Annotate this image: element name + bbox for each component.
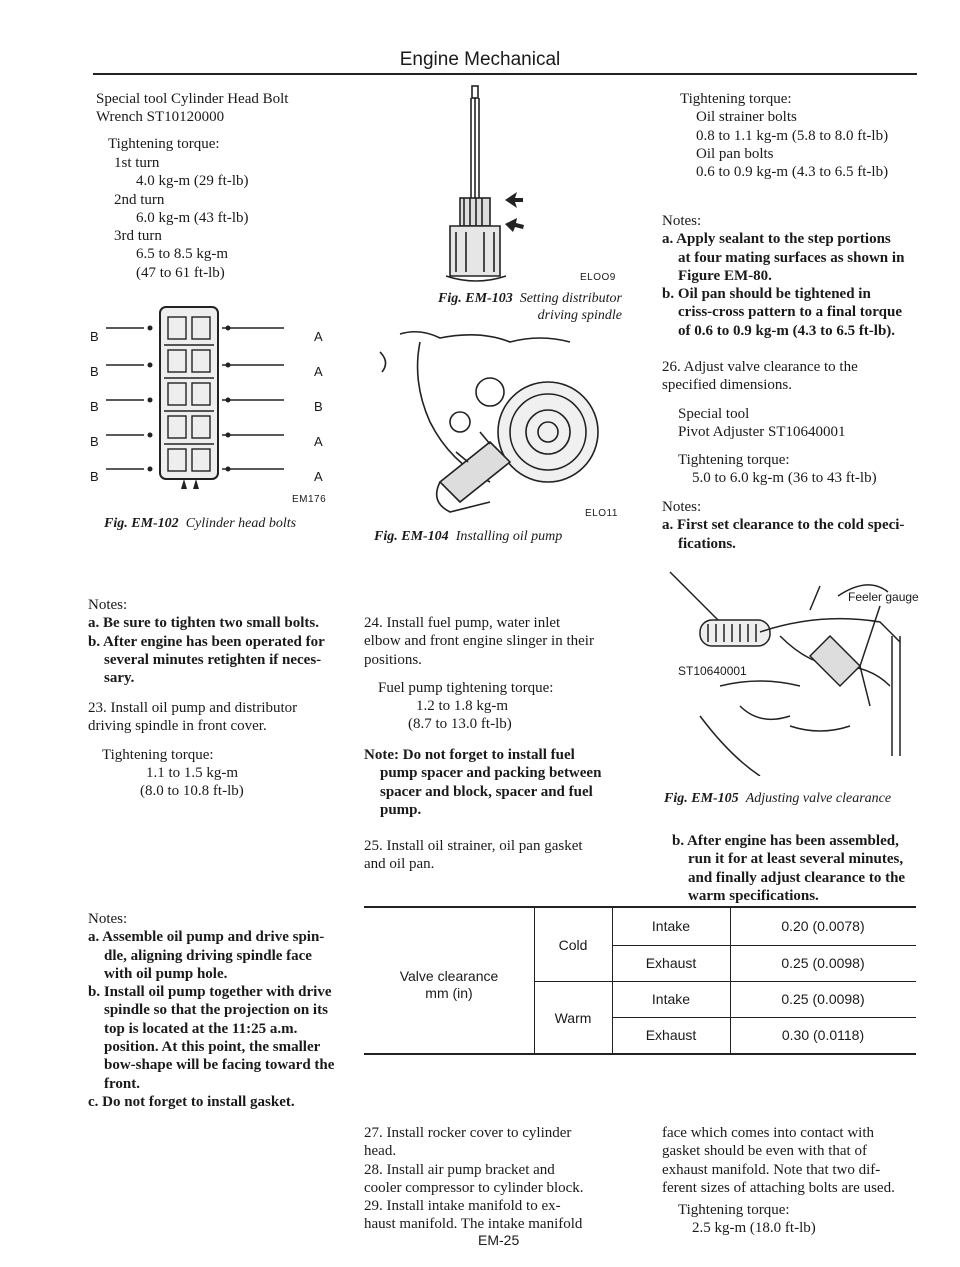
note-b-line-2: run it for at least several minutes, <box>688 851 904 868</box>
bolt-label-right-3: B <box>314 399 323 414</box>
distributor-spindle-figure <box>410 82 550 287</box>
step-26 <box>662 358 877 488</box>
table-value-cold-exhaust: 0.25 (0.0098) <box>781 955 865 971</box>
step-24-line-2: elbow and front engine slinger in their <box>364 633 594 650</box>
notes-3-line-4: b. Oil pan should be tightened in <box>662 286 871 303</box>
oil-pan-bolts-value: 0.6 to 0.9 kg-m (4.3 to 6.5 ft-lb) <box>696 164 889 181</box>
turn-3-label: 3rd turn <box>114 228 162 245</box>
pivot-adjuster-label: ST10640001 <box>678 664 747 678</box>
turn-1-value: 4.0 kg-m (29 ft-lb) <box>136 173 249 190</box>
notes-2-line-5: spindle so that the projection on its <box>104 1002 328 1019</box>
manifold-text <box>662 1124 895 1238</box>
fig102-code: EM176 <box>292 494 327 505</box>
table-group-warm: Warm <box>554 1010 592 1026</box>
notes-2-heading: Notes: <box>88 911 128 927</box>
note-b-warm <box>672 832 905 905</box>
step-23-torque-value-2: (8.0 to 10.8 ft-lb) <box>140 783 244 800</box>
step-23-line-1: 23. Install oil pump and distributor <box>88 700 298 716</box>
step-26-torque-value: 5.0 to 6.0 kg-m (36 to 43 ft-lb) <box>692 470 877 487</box>
step-25-line-2: and oil pan. <box>364 856 435 873</box>
step-26-tool-label: Special tool <box>678 405 750 422</box>
notes-2-line-10: c. Do not forget to install gasket. <box>88 1093 295 1110</box>
table-port-warm-intake: Intake <box>651 991 691 1007</box>
table-row-label-line-2: mm (in) <box>425 985 473 1002</box>
notes-4-line-2: fications. <box>678 535 736 552</box>
table-value-cold-intake: 0.20 (0.0078) <box>781 918 865 934</box>
step-29-line-2: haust manifold. The intake manifold <box>364 1216 583 1233</box>
notes-3 <box>662 212 904 340</box>
bolt-label-right-5: A <box>314 469 323 484</box>
notes-3-line-2: at four mating surfaces as shown in <box>678 249 905 266</box>
step-28-line-2: cooler compressor to cylinder block. <box>364 1179 584 1196</box>
header-rule <box>93 73 917 75</box>
step-26-line-1: 26. Adjust valve clearance to the <box>662 359 858 375</box>
turn-2-value: 6.0 kg-m (43 ft-lb) <box>136 209 249 226</box>
table-value-warm-intake: 0.25 (0.0098) <box>781 991 865 1007</box>
step-26-line-2: specified dimensions. <box>662 377 792 394</box>
step-24 <box>364 614 594 734</box>
notes-1-heading: Notes: <box>88 597 128 613</box>
turn-3-value-2: (47 to 61 ft-lb) <box>136 264 225 281</box>
note-b-line-1: b. After engine has been assembled, <box>672 833 899 849</box>
manifold-torque-value: 2.5 kg-m (18.0 ft-lb) <box>692 1220 816 1237</box>
table-hline-cold <box>612 945 916 946</box>
table-bottom-rule <box>364 1053 916 1055</box>
table-port-warm-exhaust: Exhaust <box>645 1027 697 1043</box>
step-24-line-1: 24. Install fuel pump, water inlet <box>364 615 561 631</box>
notes-2-line-7: position. At this point, the smaller <box>104 1039 321 1056</box>
table-hline-warm <box>612 1017 916 1018</box>
notes-3-heading: Notes: <box>662 213 702 229</box>
bolt-label-right-2: A <box>314 364 323 379</box>
step-24-line-3: positions. <box>364 651 422 668</box>
table-row-label <box>364 968 534 1002</box>
table-value-warm-exhaust: 0.30 (0.0118) <box>781 1027 865 1043</box>
special-tool-line-2: Wrench ST10120000 <box>96 109 225 126</box>
notes-4-heading: Notes: <box>662 499 702 515</box>
note-24 <box>364 746 601 819</box>
oil-strainer-value: 0.8 to 1.1 kg-m (5.8 to 8.0 ft-lb) <box>696 127 889 144</box>
oil-pump-figure <box>360 322 630 522</box>
notes-2-line-8: bow-shape will be facing toward the <box>104 1057 335 1074</box>
step-26-tool-value: Pivot Adjuster ST10640001 <box>678 423 846 440</box>
step-26-torque-label: Tightening torque: <box>678 452 790 469</box>
note-24-line-4: pump. <box>380 801 422 818</box>
oil-pan-torque-label: Tightening torque: <box>680 91 792 107</box>
table-hline-mid <box>534 981 916 982</box>
step-23 <box>88 699 297 800</box>
turn-2-label: 2nd turn <box>114 191 165 208</box>
bolt-label-left-2: B <box>90 364 99 379</box>
step-23-line-2: driving spindle in front cover. <box>88 718 267 735</box>
step-25 <box>364 837 583 874</box>
step-27-line-2: head. <box>364 1143 397 1160</box>
table-top-rule <box>364 906 916 908</box>
notes-2-line-3: with oil pump hole. <box>104 965 228 982</box>
notes-3-line-1: a. Apply sealant to the step portions <box>662 231 891 248</box>
fig102-caption-number: Fig. EM-102 <box>104 516 179 531</box>
fig102-caption-text: Cylinder head bolts <box>185 516 297 531</box>
notes-2-line-1: a. Assemble oil pump and drive spin- <box>88 929 325 946</box>
step-24-torque-value-2: (8.7 to 13.0 ft-lb) <box>408 716 512 733</box>
turn-list <box>114 154 248 282</box>
step-23-torque-label: Tightening torque: <box>102 746 214 763</box>
manifold-line-2: gasket should be even with that of <box>662 1143 867 1160</box>
bolt-label-left-3: B <box>90 399 99 414</box>
note-b-line-3: and finally adjust clearance to the <box>688 869 906 886</box>
step-25-line-1: 25. Install oil strainer, oil pan gasket <box>364 838 583 854</box>
fig103-code: ELOO9 <box>580 272 616 283</box>
fig104-caption <box>374 528 562 545</box>
notes-4-line-1: a. First set clearance to the cold speci- <box>662 517 905 534</box>
step-28-line-1: 28. Install air pump bracket and <box>364 1161 555 1178</box>
fig102-right-labels <box>314 319 323 494</box>
notes-2 <box>88 910 334 1111</box>
notes-3-line-5: criss-cross pattern to a final torque <box>678 304 903 321</box>
page-title: Engine Mechanical <box>399 49 561 70</box>
fig103-caption-number: Fig. EM-103 <box>438 291 513 306</box>
note-b-line-4: warm specifications. <box>688 887 819 904</box>
bolt-label-left-5: B <box>90 469 99 484</box>
manifold-torque-label: Tightening torque: <box>678 1202 790 1219</box>
note-24-line-2: pump spacer and packing between <box>380 765 602 782</box>
notes-1-b2: several minutes retighten if neces- <box>104 651 322 668</box>
step-27-line-1: 27. Install rocker cover to cylinder <box>364 1125 572 1141</box>
notes-2-line-2: dle, aligning driving spindle face <box>104 947 312 964</box>
manifold-line-1: face which comes into contact with <box>662 1125 875 1141</box>
fig103-caption <box>340 290 622 324</box>
notes-2-line-9: front. <box>104 1075 140 1092</box>
steps-27-29 <box>364 1124 584 1234</box>
table-row-label-line-1: Valve clearance <box>399 968 499 984</box>
oil-pan-bolts-label: Oil pan bolts <box>696 145 774 162</box>
turn-1-label: 1st turn <box>114 155 160 171</box>
fig103-caption-line-2: driving spindle <box>537 308 622 324</box>
note-24-line-1: Note: Do not forget to install fuel <box>364 747 575 763</box>
page-number: EM-25 <box>478 1232 520 1248</box>
oil-strainer-label: Oil strainer bolts <box>696 109 797 126</box>
bolt-label-left-1: B <box>90 329 99 344</box>
fig105-caption-number: Fig. EM-105 <box>664 791 739 806</box>
notes-2-line-4: b. Install oil pump together with drive <box>88 984 332 1001</box>
notes-3-line-6: of 0.6 to 0.9 kg-m (4.3 to 6.5 ft-lb). <box>678 322 896 339</box>
step-24-torque-label: Fuel pump tightening torque: <box>378 679 554 696</box>
notes-2-line-6: top is located at the 11:25 a.m. <box>104 1020 298 1037</box>
manifold-line-3: exhaust manifold. Note that two dif- <box>662 1161 881 1178</box>
fig104-caption-number: Fig. EM-104 <box>374 529 449 544</box>
notes-3-line-3: Figure EM-80. <box>678 267 772 284</box>
fig105-caption-text: Adjusting valve clearance <box>745 791 892 806</box>
step-24-torque-value-1: 1.2 to 1.8 kg-m <box>416 698 509 715</box>
bolt-label-left-4: B <box>90 434 99 449</box>
turn-3-value: 6.5 to 8.5 kg-m <box>136 246 229 263</box>
table-group-cold: Cold <box>558 937 588 953</box>
bolt-label-right-1: A <box>314 329 323 344</box>
step-29-line-1: 29. Install intake manifold to ex- <box>364 1198 561 1215</box>
fig102-caption <box>104 515 296 532</box>
special-tool-line-1: Special tool Cylinder Head Bolt <box>96 91 289 107</box>
notes-4 <box>662 498 904 553</box>
cylinder-head-bolts-figure <box>88 305 348 495</box>
fig104-caption-text: Installing oil pump <box>455 529 563 544</box>
notes-1 <box>88 596 325 687</box>
feeler-gauge-label: Feeler gauge <box>848 590 919 604</box>
table-port-cold-exhaust: Exhaust <box>645 955 697 971</box>
fig103-caption-line-1: Setting distributor <box>519 291 622 306</box>
fig104-code: ELO11 <box>585 508 618 519</box>
notes-1-a: a. Be sure to tighten two small bolts. <box>88 615 319 632</box>
notes-1-b1: b. After engine has been operated for <box>88 633 325 650</box>
torque-label: Tightening torque: <box>108 136 220 152</box>
special-tool-text <box>96 90 288 127</box>
notes-1-b3: sary. <box>104 670 135 687</box>
oil-pan-torque <box>680 90 888 181</box>
manifold-line-4: ferent sizes of attaching bolts are used. <box>662 1179 895 1196</box>
fig105-caption <box>664 790 891 807</box>
step-23-torque-value-1: 1.1 to 1.5 kg-m <box>146 764 239 781</box>
note-24-line-3: spacer and block, spacer and fuel <box>380 783 593 800</box>
bolt-label-right-4: A <box>314 434 323 449</box>
table-port-cold-intake: Intake <box>651 918 691 934</box>
fig102-left-labels <box>90 319 99 494</box>
